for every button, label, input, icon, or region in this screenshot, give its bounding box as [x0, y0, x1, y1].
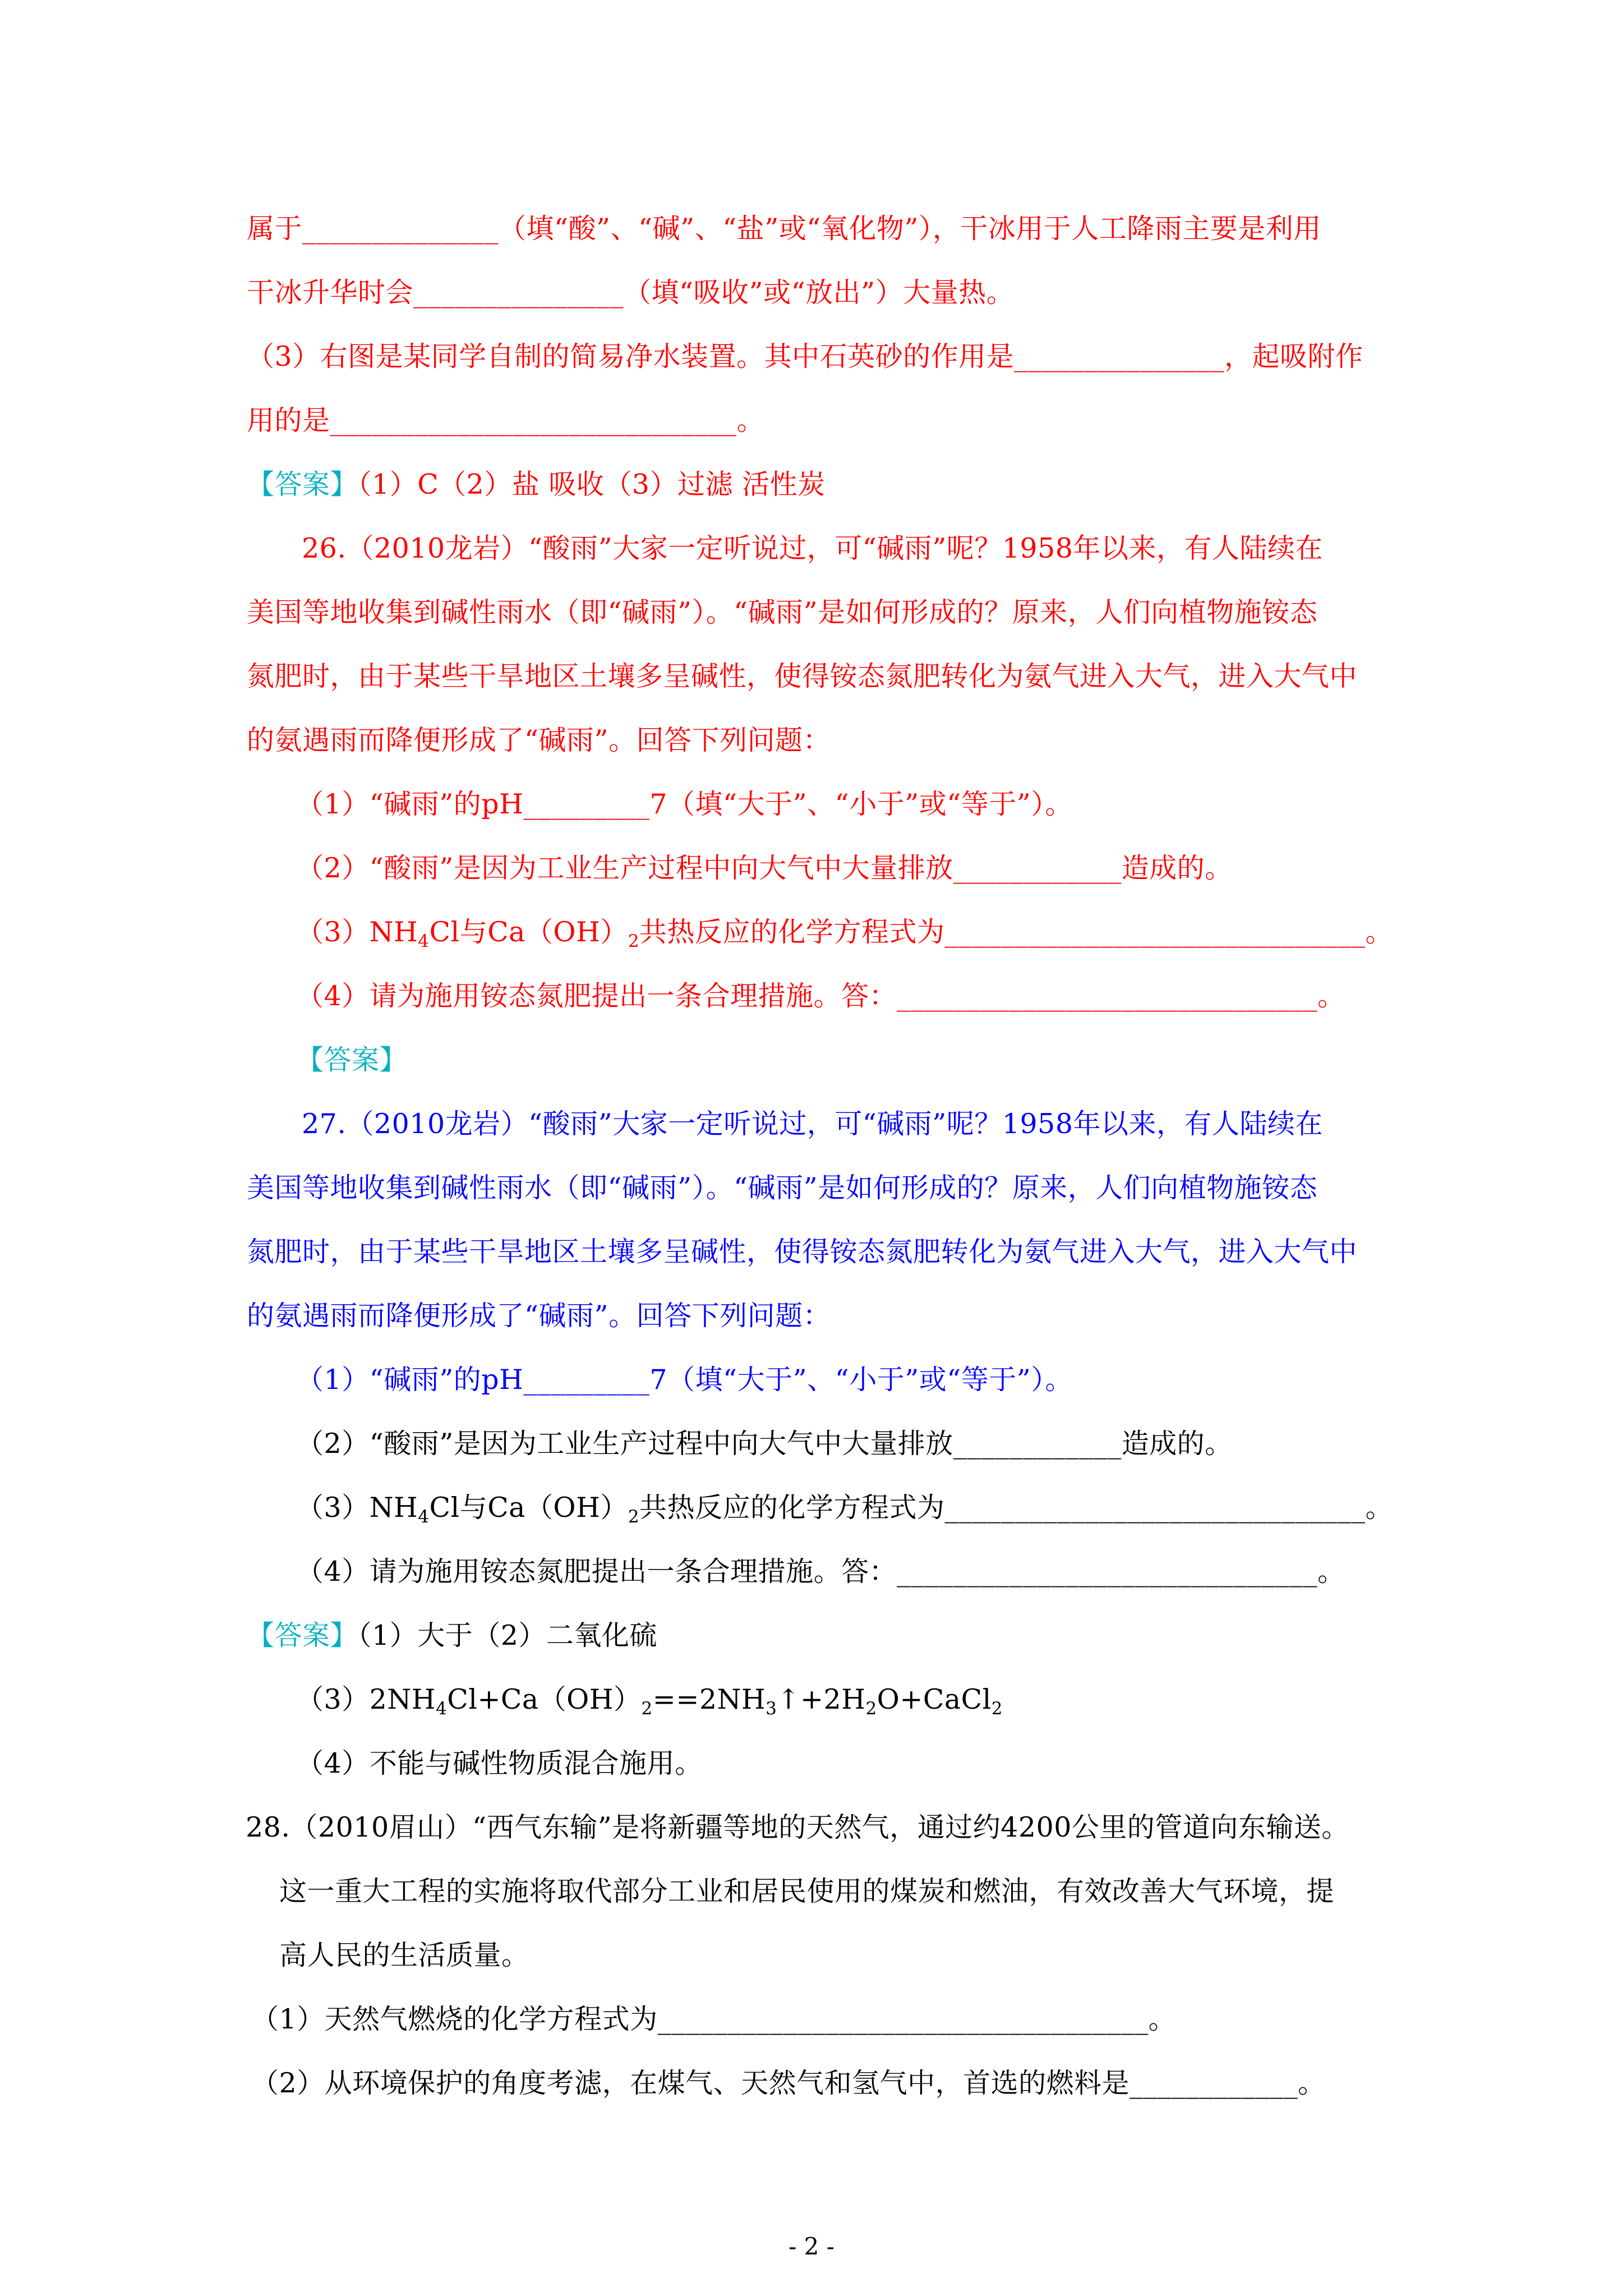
q26-line-4: 的氨遇雨而降便形成了“碱雨”。回答下列问题：: [247, 724, 831, 756]
q28-line-1: 28.（2010眉山）“西气东输”是将新疆等地的天然气，通过约4200公里的管道向东输送。: [246, 1811, 1349, 1843]
page-number: - 2 -: [789, 2233, 834, 2260]
q27-part-4: （4）请为施用铵态氮肥提出一条合理措施。答：______________________________。: [296, 1556, 1345, 1588]
q25-line-4: 用的是_____________________________。: [247, 404, 765, 436]
q25-line-3: （3）右图是某同学自制的简易净水装置。其中石英砂的作用是_______________，起吸附作: [247, 341, 1363, 372]
q26-answer-label: 【答案】: [296, 1044, 408, 1076]
q27-line-4: 的氨遇雨而降便形成了“碱雨”。回答下列问题：: [247, 1300, 831, 1332]
q27-part-3: $(3)NH_4Cl$与$Ca(OH)_2$共热反应的化学方程式为______________________________。: [296, 1492, 1394, 1527]
q25-line-2: 干冰升华时会_______________（填“吸收”或“放出”）大量热。: [247, 277, 1015, 309]
answer-label: 【答案】: [247, 1619, 358, 1651]
q28-part-2: （2）从环境保护的角度考滤，在煤气、天然气和氢气中，首选的燃料是____________。: [251, 2067, 1326, 2099]
answer-text: （1）大于（2）二氧化硫: [358, 1619, 657, 1651]
q26-part-2: （2）“酸雨”是因为工业生产过程中向大气中大量排放____________造成的。: [296, 852, 1233, 884]
q26-line-2: 美国等地收集到碱性雨水（即“碱雨”）。“碱雨”是如何形成的？原来，人们向植物施铵态: [247, 596, 1318, 628]
answer-text: （1）C（2）盐 吸收（3）过滤 活性炭: [358, 468, 826, 500]
q26-part-4: （4）请为施用铵态氮肥提出一条合理措施。答：______________________________。: [296, 980, 1345, 1012]
q27-part-1: （1）“碱雨”的pH_________7（填“大于”、“小于”或“等于”）。: [296, 1364, 1073, 1396]
q28-line-2: 这一重大工程的实施将取代部分工业和居民使用的煤炭和燃油，有效改善大气环境，提: [279, 1875, 1335, 1907]
q27-answer-equation: $(3)2NH_4Cl+Ca(OH)_2==2NH_3↑+2H_2O+CaCl_2$: [296, 1683, 1003, 1719]
q27-line-2: 美国等地收集到碱性雨水（即“碱雨”）。“碱雨”是如何形成的？原来，人们向植物施铵态: [247, 1172, 1318, 1204]
q26-line-1: 26.（2010龙岩）“酸雨”大家一定听说过，可“碱雨”呢？1958年以来，有人陆续在: [302, 532, 1324, 564]
q26-part-1: （1）“碱雨”的pH_________7（填“大于”、“小于”或“等于”）。: [296, 788, 1073, 820]
q26-part-3: $(3)NH_4Cl$与$Ca(OH)_2$共热反应的化学方程式为______________________________。: [296, 916, 1394, 951]
q26-line-3: 氮肥时，由于某些干旱地区土壤多呈碱性，使得铵态氮肥转化为氨气进入大气，进入大气中: [247, 660, 1358, 692]
q27-part-2: （2）“酸雨”是因为工业生产过程中向大气中大量排放____________造成的。: [296, 1428, 1233, 1460]
q28-part-1: （1）天然气燃烧的化学方程式为___________________________________。: [251, 2003, 1177, 2035]
answer-label: 【答案】: [247, 468, 358, 500]
q25-answer: [247, 468, 826, 501]
q28-line-3: 高人民的生活质量。: [279, 1939, 529, 1971]
q27-answer: [247, 1619, 657, 1653]
q25-line-1: 属于______________（填“酸”、“碱”、“盐”或“氧化物”），干冰用于人工降雨主要是利用: [247, 213, 1321, 245]
q27-answer-4: （4）不能与碱性物质混合施用。: [296, 1747, 703, 1779]
q27-line-1: 27.（2010龙岩）“酸雨”大家一定听说过，可“碱雨”呢？1958年以来，有人陆续在: [302, 1108, 1324, 1140]
q27-line-3: 氮肥时，由于某些干旱地区土壤多呈碱性，使得铵态氮肥转化为氨气进入大气，进入大气中: [247, 1236, 1358, 1268]
